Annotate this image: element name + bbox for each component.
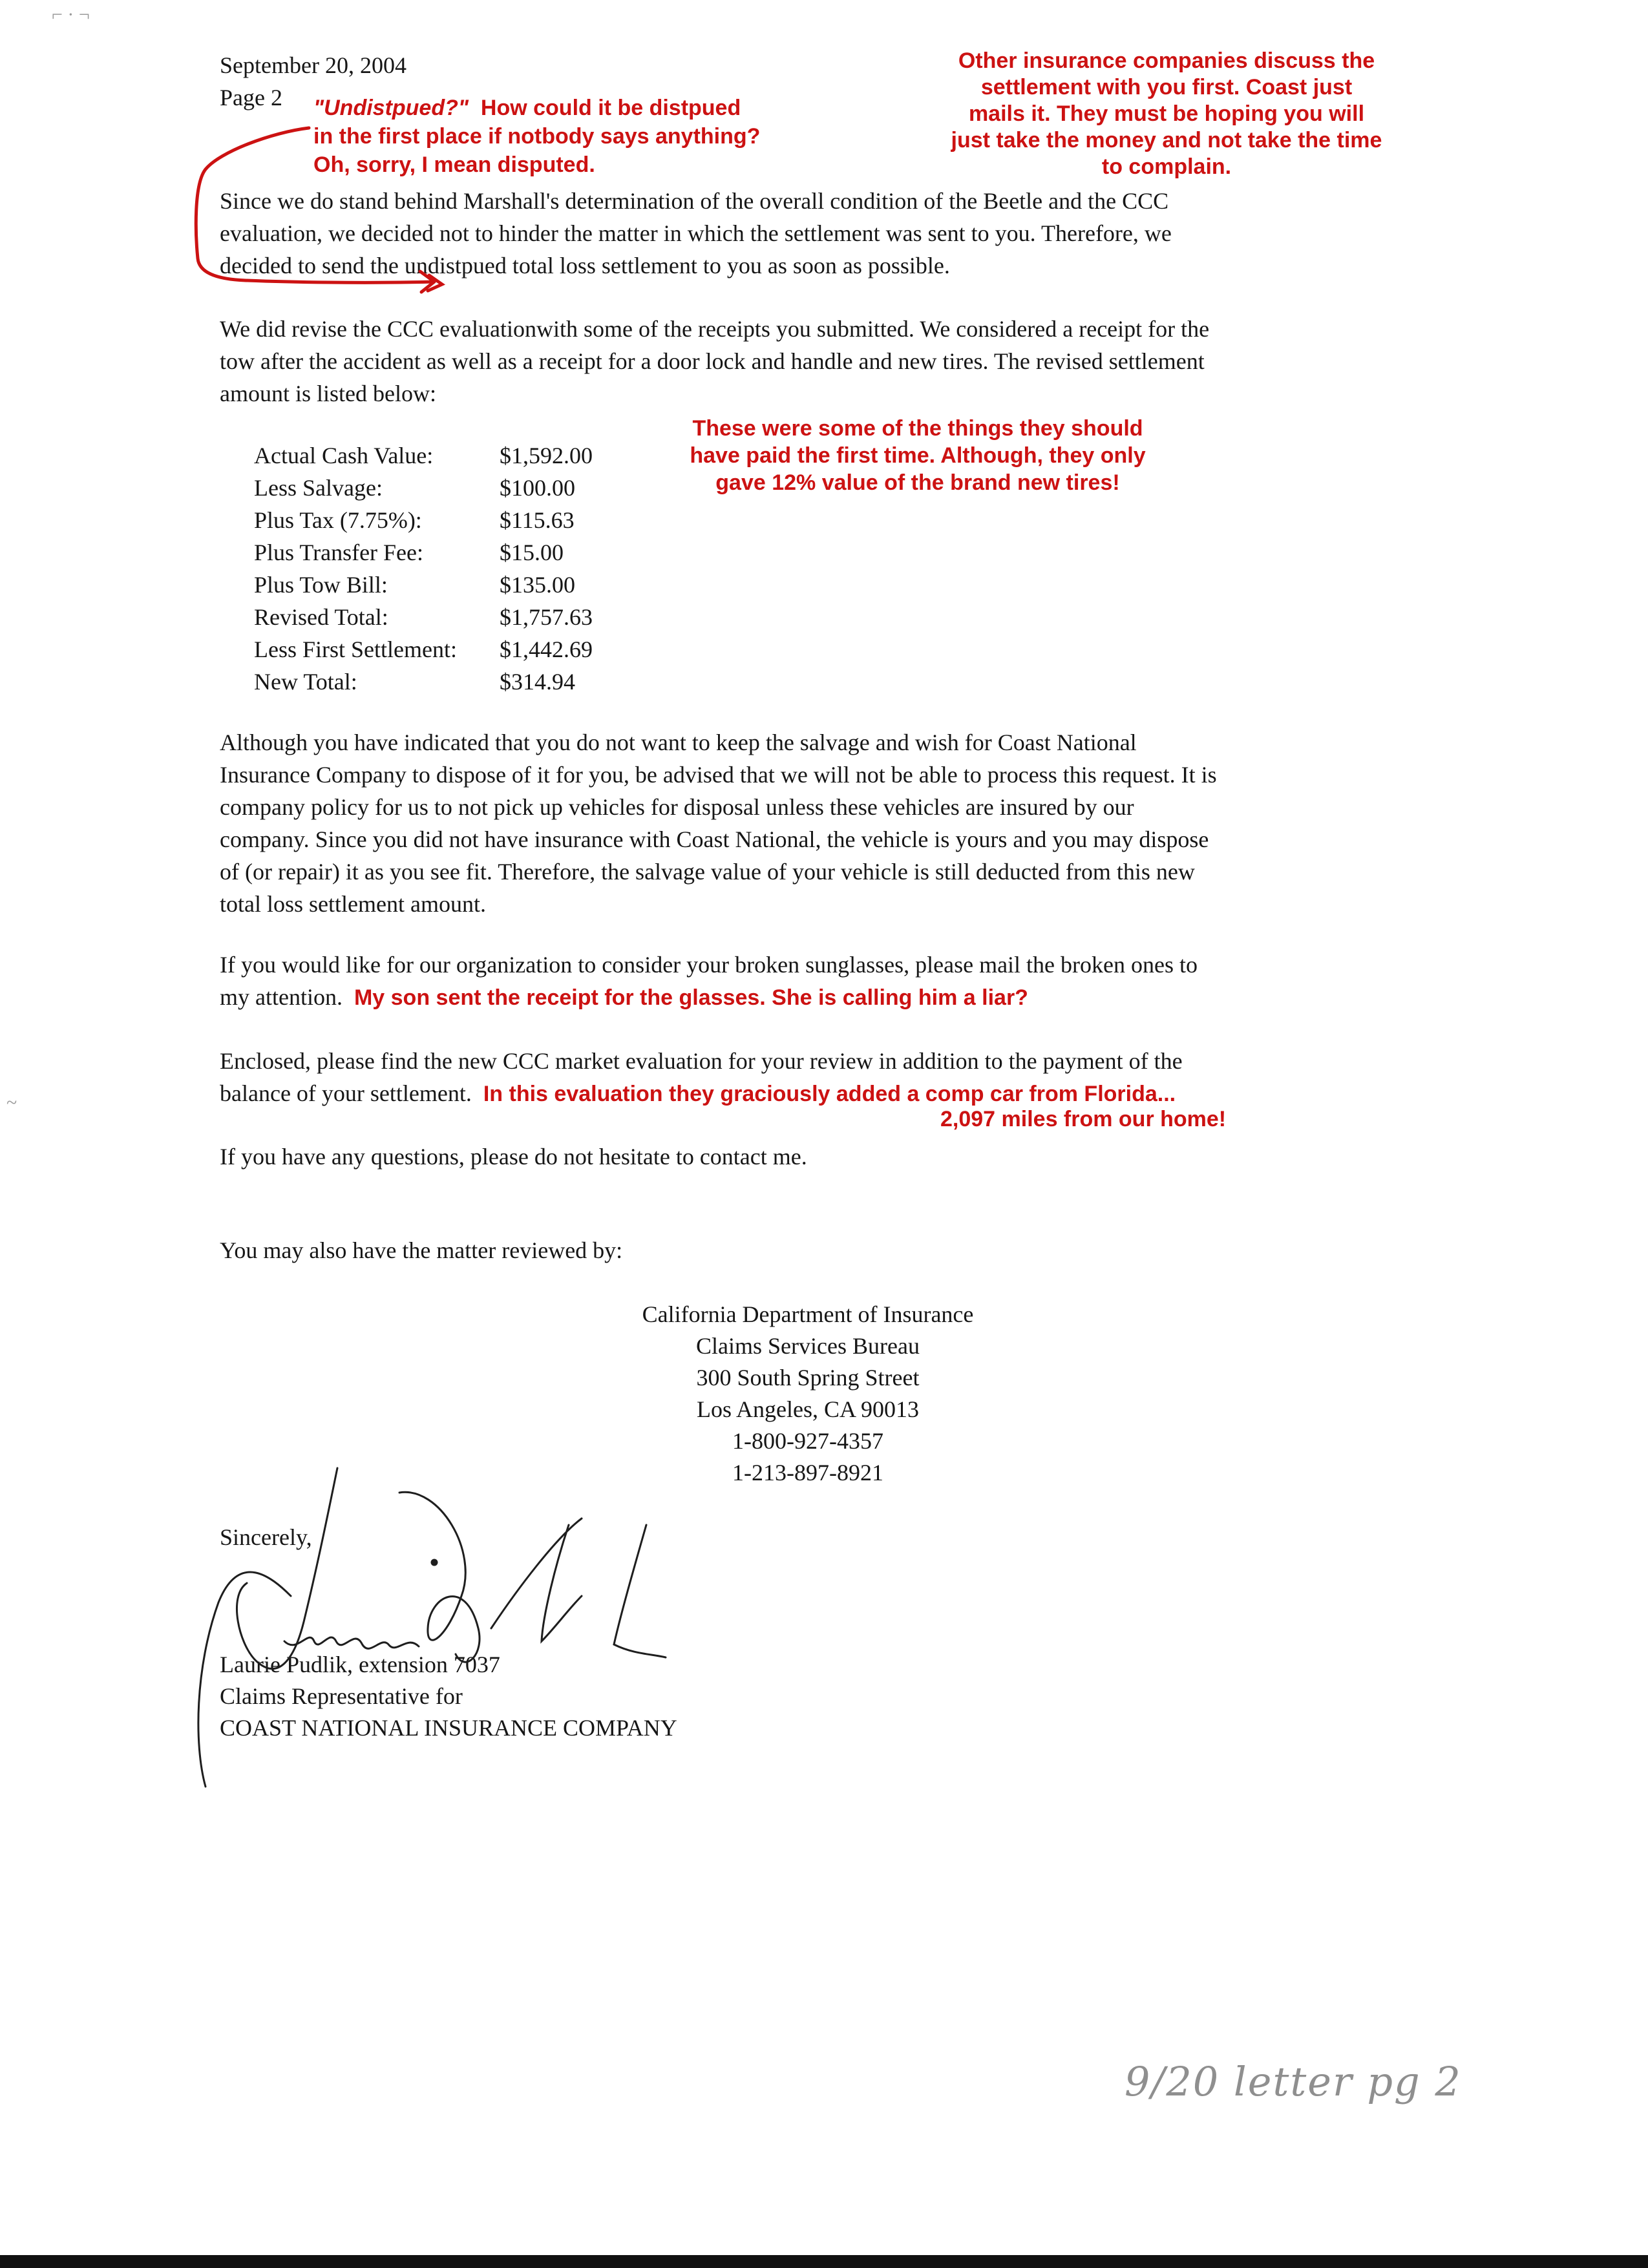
settlement-label: Less First Settlement:: [254, 636, 457, 662]
reviewer-address-block: [549, 1298, 1066, 1488]
settlement-row: [254, 569, 593, 601]
annotation-other-insurers-line5: to complain.: [1101, 154, 1232, 179]
paragraph-enclosed: [220, 1045, 1383, 1110]
paragraph-line: Although you have indicated that you do not want to keep the salvage and wish for Coast National: [220, 730, 1137, 755]
annotation-other-insurers-line2: settlement with you first. Coast just: [980, 75, 1353, 100]
paragraph-line: evaluation, we decided not to hinder the matter in which the settlement was sent to you. Therefore, we: [220, 220, 1172, 246]
settlement-amount: $115.63: [500, 507, 575, 533]
scan-artifact-mark: ⌐ · ¬: [52, 4, 90, 25]
annotation-other-insurers-line4: just take the money and not take the time: [951, 128, 1382, 152]
settlement-row: [254, 601, 593, 633]
settlement-row: [254, 633, 593, 666]
settlement-row: [254, 666, 593, 698]
settlement-label: Actual Cash Value:: [254, 443, 434, 468]
paragraph-line: total loss settlement amount.: [220, 891, 486, 917]
signer-name: Laurie Pudlik, extension 7037: [220, 1652, 500, 1677]
settlement-amount: $15.00: [500, 540, 564, 565]
annotation-undisputed-line2: in the first place if notbody says anything?: [313, 124, 761, 149]
settlement-amount: $1,757.63: [500, 604, 593, 630]
annotation-other-insurers: [918, 48, 1415, 180]
paragraph-sunglasses: [220, 949, 1383, 1014]
settlement-label: New Total:: [254, 669, 357, 695]
annotation-undisputed: [313, 94, 830, 179]
settlement-table: [254, 439, 593, 698]
paragraph-stand-behind: [220, 185, 1383, 282]
paragraph-line: amount is listed below:: [220, 381, 436, 406]
settlement-amount: $1,442.69: [500, 636, 593, 662]
paragraph-line: Enclosed, please find the new CCC market evaluation for your review in addition to the payment of the: [220, 1048, 1183, 1074]
settlement-label: Less Salvage:: [254, 475, 383, 501]
paragraph-revised-evaluation: [220, 313, 1383, 410]
annotation-undisputed-question: How could it be distpued: [480, 96, 741, 120]
settlement-table-body: [254, 439, 593, 698]
paragraph-review: You may also have the matter reviewed by:: [220, 1237, 623, 1263]
page-number: Page 2: [220, 85, 282, 110]
letter-date: September 20, 2004: [220, 52, 407, 78]
handwritten-label: 9/20 letter pg 2: [1125, 2058, 1462, 2105]
reviewer-phone: 1-213-897-8921: [732, 1460, 883, 1486]
settlement-label: Plus Transfer Fee:: [254, 540, 424, 565]
reviewer-phone: 1-800-927-4357: [732, 1428, 883, 1454]
settlement-label: Plus Tax (7.75%):: [254, 507, 422, 533]
paragraph-line: Since we do stand behind Marshall's determination of the overall condition of the Beetle and the CCC: [220, 188, 1169, 214]
paragraph-salvage: [220, 726, 1383, 920]
paragraph-questions: If you have any questions, please do not hesitate to contact me.: [220, 1144, 807, 1170]
paragraph-line: decided to send the undistpued total loss settlement to you as soon as possible.: [220, 253, 950, 278]
paragraph-line: We did revise the CCC evaluationwith some of the receipts you submitted. We considered a receipt for the: [220, 316, 1210, 342]
annotation-other-insurers-line3: mails it. They must be hoping you will: [968, 101, 1365, 126]
settlement-amount: $135.00: [500, 572, 575, 598]
settlement-row: [254, 472, 593, 504]
paragraph-line: tow after the accident as well as a receipt for a door lock and handle and new tires. The revised settlement: [220, 348, 1205, 374]
scan-bottom-edge: [0, 2255, 1648, 2268]
paragraph-line: of (or repair) it as you see fit. Therefore, the salvage value of your vehicle is still deducted from this new: [220, 859, 1195, 885]
annotation-receipt-glasses: My son sent the receipt for the glasses. She is calling him a liar?: [354, 985, 1028, 1010]
settlement-row: [254, 504, 593, 536]
annotation-should-have-paid-line2: have paid the first time. Although, they only: [690, 443, 1146, 468]
closing: Sincerely,: [220, 1524, 312, 1550]
reviewer-line: Los Angeles, CA 90013: [696, 1396, 919, 1422]
annotation-undisputed-quote: "Undistpued?": [313, 96, 469, 120]
settlement-amount: $314.94: [500, 669, 575, 695]
settlement-label: Revised Total:: [254, 604, 388, 630]
paragraph-line: company policy for us to not pick up vehicles for disposal unless these vehicles are insured by our: [220, 794, 1134, 820]
scan-artifact-mark: ~: [6, 1092, 17, 1113]
paragraph-line: my attention.: [220, 984, 343, 1010]
settlement-amount: $1,592.00: [500, 443, 593, 468]
annotation-other-insurers-line1: Other insurance companies discuss the: [958, 48, 1375, 73]
annotation-should-have-paid-line1: These were some of the things they should: [692, 416, 1143, 441]
paragraph-line: company. Since you did not have insurance with Coast National, the vehicle is yours and you may dispose: [220, 826, 1209, 852]
settlement-label: Plus Tow Bill:: [254, 572, 388, 598]
reviewer-line: 300 South Spring Street: [696, 1365, 920, 1391]
paragraph-line: If you would like for our organization to consider your broken sunglasses, please mail the broken ones to: [220, 952, 1198, 978]
paragraph-line: balance of your settlement.: [220, 1080, 472, 1106]
annotation-should-have-paid-line3: gave 12% value of the brand new tires!: [715, 470, 1120, 495]
annotation-should-have-paid: [659, 415, 1176, 496]
annotation-undisputed-line3: Oh, sorry, I mean disputed.: [313, 152, 595, 177]
signer-company: COAST NATIONAL INSURANCE COMPANY: [220, 1715, 677, 1741]
settlement-row: [254, 536, 593, 569]
annotation-comp-car: In this evaluation they graciously added a comp car from Florida...: [483, 1082, 1176, 1106]
reviewer-line: California Department of Insurance: [642, 1301, 974, 1327]
settlement-amount: $100.00: [500, 475, 575, 501]
paragraph-line: Insurance Company to dispose of it for you, be advised that we will not be able to process this request. It is: [220, 762, 1217, 788]
annotation-miles: 2,097 miles from our home!: [940, 1107, 1227, 1131]
settlement-row: [254, 439, 593, 472]
signer-title: Claims Representative for: [220, 1683, 463, 1709]
reviewer-line: Claims Services Bureau: [696, 1333, 920, 1359]
